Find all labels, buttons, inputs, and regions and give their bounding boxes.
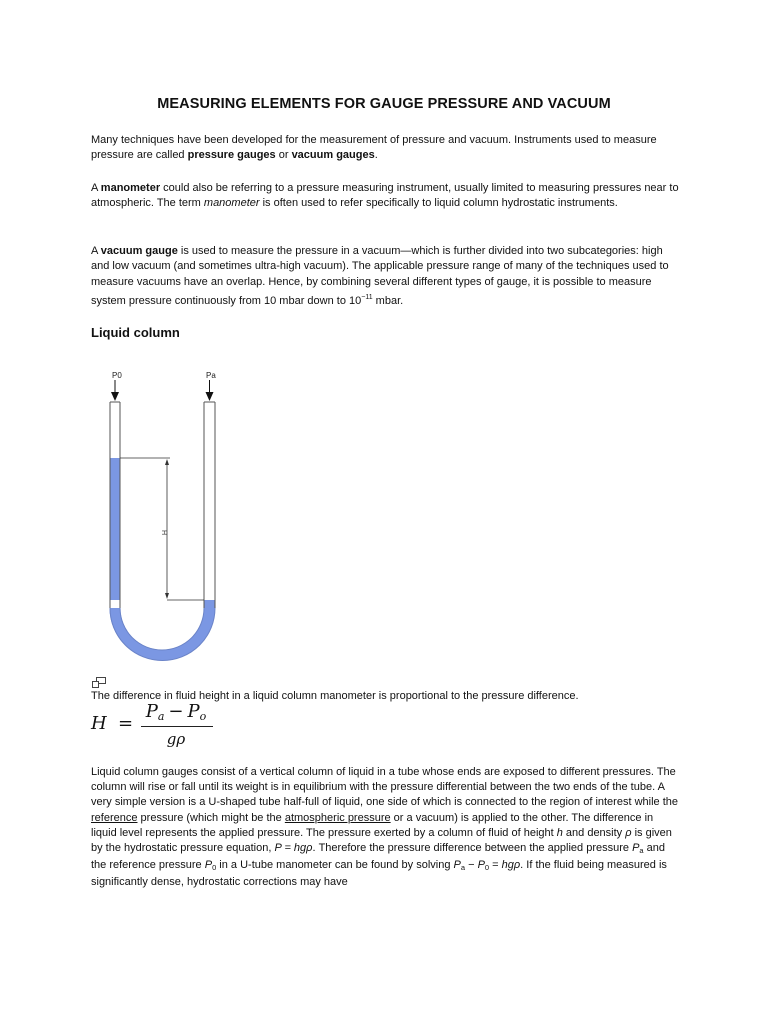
text-run: A: [91, 182, 101, 194]
text-run: is given by the hydrostatic pressure equation,: [91, 826, 672, 855]
text-run: and the reference pressure: [91, 842, 666, 872]
italic-sub: 0: [484, 863, 490, 873]
formula-equals: =: [118, 713, 134, 734]
text-run: . Therefore the pressure difference between the applied pressure: [312, 842, 633, 855]
bold-term-vacuum-gauge: vacuum gauge: [100, 245, 178, 257]
link-atmospheric-pressure[interactable]: atmospheric pressure: [284, 811, 391, 824]
bold-term-pressure-gauges: pressure gauges: [187, 149, 276, 162]
link-reference[interactable]: reference: [91, 811, 138, 824]
text-run: is used to measure the pressure in a vacuum—which is further divided into two subcategories: high and low vacuum (and sometimes ultra-high vacuum). The applicable pressure range of many of the techniques used to measure vacuums have an overlap. Hence, by combining several different types of gauge, it is possible to measure system pressure continuously from 10 mbar down to 10: [91, 245, 669, 308]
text-run: is often used to refer specifically to liquid column hydrostatic instruments.: [259, 197, 618, 210]
formula-pa-sub: a: [157, 710, 165, 723]
formula-fraction-bar: [141, 726, 213, 727]
italic-var: P: [453, 859, 461, 872]
diagram-caption: The difference in fluid height in a liquid column manometer is proportional to the pressure difference.: [91, 690, 579, 702]
italic-var: h: [556, 826, 563, 839]
exponent: −11: [361, 294, 373, 302]
italic-var: hgρ: [501, 859, 521, 872]
u-tube-manometer-diagram: [100, 368, 230, 663]
fluid-left-column: [110, 458, 120, 600]
text-run: Many techniques have been developed for the measurement of pressure and vacuum. Instruments used to measure pressure are called: [91, 134, 657, 162]
formula-lhs: H: [91, 713, 107, 734]
italic-term-manometer: manometer: [203, 197, 260, 210]
formula-po-sub: o: [199, 710, 207, 723]
text-run: =: [489, 859, 502, 872]
text-run: could also be referring to a pressure measuring instrument, usually limited to measuring pressures near to atmospheric. The term: [91, 182, 679, 210]
formula-minus: −: [168, 701, 184, 722]
label-pa: Pa: [206, 371, 216, 380]
enlarge-icon[interactable]: [92, 677, 106, 688]
text-run: and density: [562, 826, 626, 839]
hydrostatic-formula: [91, 700, 221, 752]
text-run: pressure (which might be the: [137, 811, 285, 824]
arrow-left-head: [111, 392, 119, 401]
paragraph-vacuum-gauge: [91, 244, 681, 310]
italic-sub: 0: [212, 863, 217, 873]
formula-numerator: [141, 701, 211, 723]
text-run: or: [275, 149, 292, 162]
bold-term-manometer: manometer: [100, 182, 161, 194]
italic-sub: a: [639, 846, 644, 856]
height-arrow-up: [165, 459, 169, 465]
text-run: A: [91, 245, 101, 257]
text-run: or a vacuum) is applied to the other. The difference in liquid level represents the applied pressure. The pressure exerted by a column of fluid of height: [91, 811, 654, 839]
paragraph-manometer: [91, 181, 681, 212]
text-run: in a U-tube manometer can be found by solving: [216, 859, 454, 872]
section-heading-liquid-column: Liquid column: [91, 325, 180, 340]
manometer-fluid: [110, 458, 205, 643]
italic-var: P: [204, 859, 213, 872]
height-arrow-down: [165, 593, 169, 599]
text-run: mbar.: [372, 295, 404, 308]
label-h: H: [160, 530, 167, 536]
document-title: MEASURING ELEMENTS FOR GAUGE PRESSURE AND VACUUM: [157, 96, 611, 112]
formula-denominator: gρ: [166, 730, 186, 748]
formula-po: P: [187, 701, 200, 722]
text-run: −: [465, 859, 478, 872]
bold-term-vacuum-gauges: vacuum gauges: [291, 149, 375, 162]
italic-sub: a: [460, 863, 466, 873]
italic-var: P = hgρ: [274, 842, 313, 855]
italic-var: P: [477, 859, 485, 872]
paragraph-intro: [91, 133, 681, 164]
text-run: Liquid column gauges consist of a vertical column of liquid in a tube whose ends are exposed to different pressures. The column will rise or fall until its weight is in equilibrium with the pressure differential between the two ends of the tube. A very simple version is a U-shaped tube half-full of liquid, one side of which is connected to the region of interest while the: [91, 766, 678, 809]
text-run: .: [374, 149, 378, 162]
italic-var: ρ: [625, 826, 632, 839]
label-p0: P0: [112, 371, 122, 380]
paragraph-liquid-column-gauges: [91, 765, 681, 891]
arrow-right-head: [206, 392, 214, 401]
italic-var: P: [632, 842, 640, 855]
formula-pa: P: [145, 701, 158, 722]
text-run: . If the fluid being measured is significantly dense, hydrostatic corrections may have: [91, 859, 667, 889]
